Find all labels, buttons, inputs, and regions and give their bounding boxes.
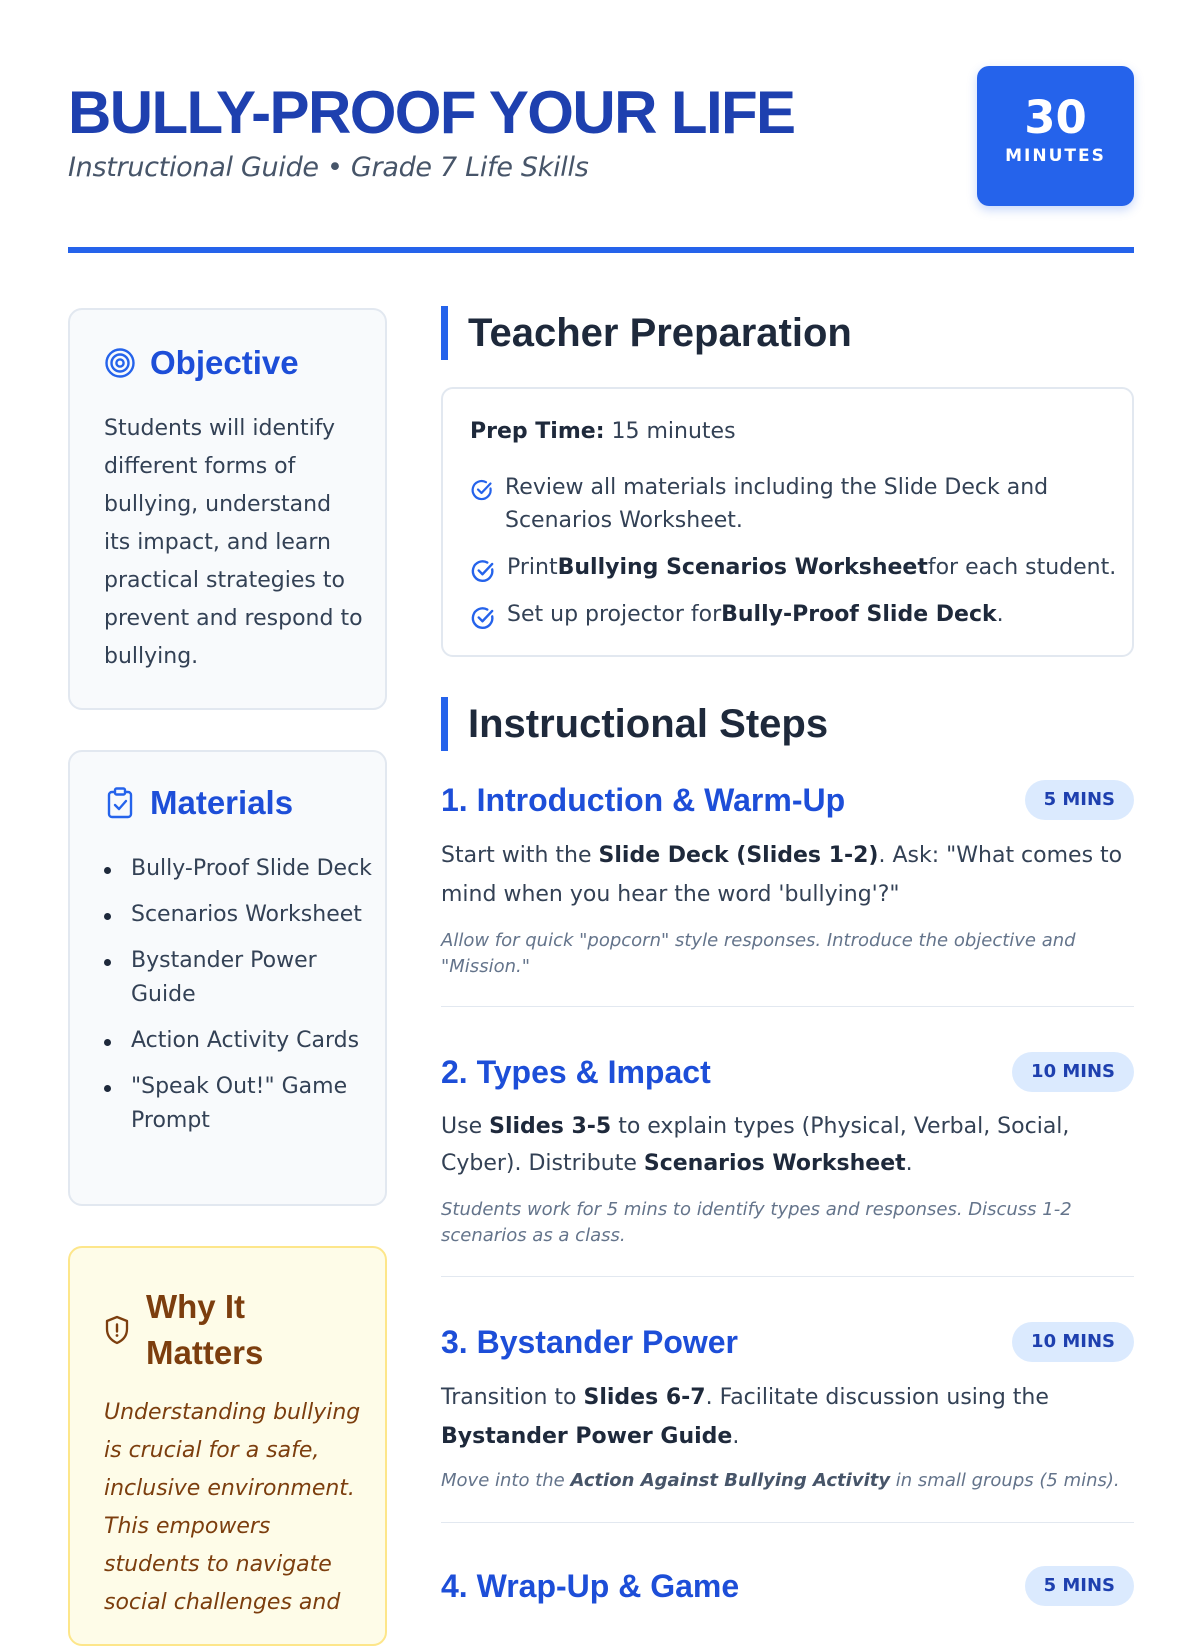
check-circle-icon	[470, 478, 494, 502]
page-title: BULLY-PROOF YOUR LIFE	[68, 79, 795, 146]
step-duration-badge: 5 MINS	[1025, 1566, 1134, 1606]
duration-value: 30	[1024, 91, 1087, 144]
step-body-text: Transition to	[441, 1385, 584, 1410]
why-text: Understanding bullying is crucial for a safe, inclusive environment. This empowers students to navigate social challenges and	[104, 1400, 361, 1615]
prep-item	[470, 551, 1116, 584]
step-header	[441, 1322, 1134, 1366]
step-body	[441, 836, 1134, 914]
prep-item-bold: Bully-Proof Slide Deck	[721, 602, 997, 627]
step-divider	[441, 1006, 1134, 1007]
list-item: Bully-Proof Slide Deck	[104, 852, 374, 886]
list-item: Scenarios Worksheet	[104, 898, 374, 932]
step-note-text: Move into the	[441, 1470, 571, 1491]
prep-item-suffix: .	[996, 602, 1004, 627]
step-note-text: in small groups (5 mins).	[890, 1470, 1120, 1491]
prep-item-suffix: for each student.	[927, 555, 1117, 580]
step-body	[441, 1108, 1134, 1182]
step-note: Students work for 5 mins to identify types and responses. Discuss 1-2 scenarios as a class.	[441, 1199, 1072, 1246]
objective-title: Objective	[150, 344, 299, 381]
prep-item-text	[507, 598, 1004, 631]
prep-item-prefix: Set up projector for	[507, 602, 722, 627]
step-note	[441, 1468, 1121, 1494]
objective-card	[68, 308, 387, 710]
step-body-text: .	[732, 1424, 740, 1449]
page-subtitle: Instructional Guide • Grade 7 Life Skills	[68, 152, 589, 183]
step-header	[441, 780, 1134, 824]
page-header	[68, 66, 1134, 256]
materials-card	[68, 750, 387, 1206]
prep-item	[470, 598, 1004, 631]
list-item: "Speak Out!" Game Prompt	[104, 1070, 374, 1138]
prep-time	[470, 419, 736, 444]
section-title-teacher-preparation: Teacher Preparation	[441, 306, 852, 360]
shield-alert-icon	[104, 1315, 130, 1345]
header-divider	[68, 247, 1134, 253]
why-header	[104, 1284, 316, 1376]
step-title: 4. Wrap-Up & Game	[441, 1568, 740, 1604]
clipboard-check-icon	[104, 786, 136, 820]
check-circle-icon	[470, 605, 496, 631]
step-title: 1. Introduction & Warm-Up	[441, 782, 846, 818]
step-duration-badge: 10 MINS	[1012, 1052, 1134, 1092]
step-body-bold: Slide Deck (Slides 1-2)	[598, 843, 879, 868]
materials-list	[104, 852, 374, 1150]
step-body-bold: Bystander Power Guide	[441, 1424, 733, 1449]
objective-text: Students will identify different forms of bullying, understand its impact, and learn practical strategies to prevent and respond to bullying.	[104, 416, 363, 669]
step-note: Allow for quick "popcorn" style responses. Introduce the objective and "Mission."	[441, 930, 1076, 977]
check-circle-icon	[470, 558, 496, 584]
step-body-text: . Facilitate discussion using the	[705, 1385, 1049, 1410]
step-title: 3. Bystander Power	[441, 1324, 738, 1360]
prep-item-text: Review all materials including the Slide Deck and Scenarios Worksheet.	[505, 475, 1049, 533]
step-body-bold: Scenarios Worksheet	[643, 1151, 906, 1176]
step-body-bold: Slides 6-7	[583, 1385, 706, 1410]
duration-badge	[977, 66, 1134, 206]
why-it-matters-card	[68, 1246, 387, 1646]
step-header	[441, 1052, 1134, 1096]
prep-item-text	[507, 551, 1116, 584]
step-duration-badge: 10 MINS	[1012, 1322, 1134, 1362]
step-body-text: Start with the	[441, 843, 599, 868]
step-divider	[441, 1522, 1134, 1523]
step-body-text: . Ask: "What comes to mind when you hear the word 'bullying'?"	[441, 843, 1123, 907]
step-body	[441, 1378, 1134, 1456]
materials-title: Materials	[150, 784, 294, 821]
duration-unit: MINUTES	[1005, 146, 1106, 166]
list-item: Bystander Power Guide	[104, 944, 374, 1012]
why-title: Why It Matters	[146, 1288, 264, 1371]
prep-time-value: 15 minutes	[604, 419, 736, 444]
step-title: 2. Types & Impact	[441, 1054, 711, 1090]
section-title-instructional-steps: Instructional Steps	[441, 697, 828, 751]
prep-item-prefix: Print	[507, 555, 558, 580]
step-body-text: Use	[441, 1114, 490, 1139]
prep-box	[441, 387, 1134, 657]
prep-time-label: Prep Time:	[470, 419, 605, 444]
prep-item-bold: Bullying Scenarios Worksheet	[557, 555, 928, 580]
step-body-text: to explain types (Physical, Verbal, Social, Cyber). Distribute	[441, 1114, 1070, 1176]
list-item: Action Activity Cards	[104, 1024, 374, 1058]
step-note-bold: Action Against Bullying Activity	[570, 1470, 891, 1491]
step-divider	[441, 1276, 1134, 1277]
step-body-bold: Slides 3-5	[489, 1114, 612, 1139]
step-header	[441, 1566, 1134, 1610]
step-body-text: .	[905, 1151, 913, 1176]
materials-header	[104, 784, 293, 822]
step-duration-badge: 5 MINS	[1025, 780, 1134, 820]
objective-header	[104, 344, 299, 382]
target-icon	[104, 347, 136, 379]
prep-item	[470, 471, 1070, 537]
